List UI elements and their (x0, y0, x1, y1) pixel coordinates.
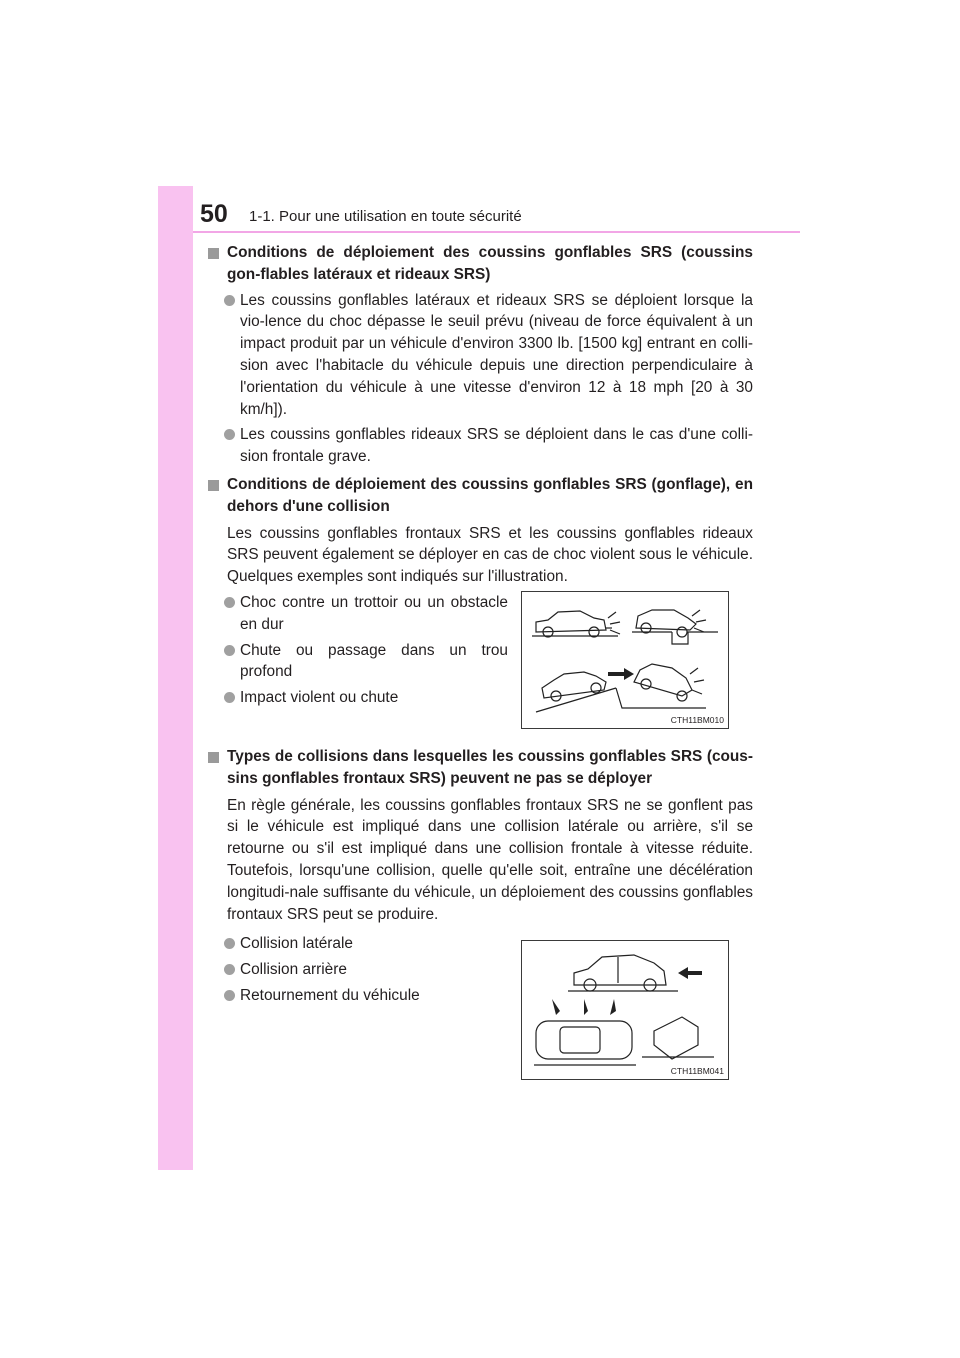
header-rule (193, 231, 800, 233)
list-item-text: Collision latérale (240, 935, 353, 953)
bullet-list (208, 933, 508, 1006)
list-item (208, 933, 508, 955)
round-bullet-icon (224, 645, 235, 656)
section-heading (208, 474, 753, 518)
list-item (208, 959, 508, 981)
round-bullet-icon (224, 692, 235, 703)
list-item-text: Retournement du véhicule (240, 986, 420, 1004)
section-deployment-without-collision (208, 474, 753, 740)
figure-row (208, 592, 753, 740)
heading-text: Types de collisions dans lesquelles les coussins gonflables SRS (cous-sins gonflables frontaux SRS) peuvent ne pas se déployer (227, 747, 753, 787)
section-paragraph: Les coussins gonflables frontaux SRS et les coussins gonflables rideaux SRS peuvent également se déployer en cas de choc violent sous le véhicule. Quelques exemples sont indiqués sur l'illustration. (227, 524, 753, 586)
bullet-list (208, 592, 508, 709)
figure-code: CTH11BM010 (670, 714, 724, 725)
square-bullet-icon (208, 248, 219, 259)
square-bullet-icon (208, 480, 219, 491)
list-item (208, 592, 508, 636)
round-bullet-icon (224, 938, 235, 949)
illustration-collision-types (521, 940, 729, 1080)
list-item-text: Les coussins gonflables latéraux et rideaux SRS se déploient lorsque la vio-lence du choc dépasse le seuil prévu (niveau de force équivalent à un impact produit par un véhicule d'environ 3300 lb. [1500 kg] entrant en colli-sion avec l'habitacle du véhicule depuis une direction perpendiculaire à l'orientation du véhicule à une vitesse d'environ 12 à 18 mph [20 à 30 km/h]). (240, 291, 753, 418)
list-item (208, 687, 508, 709)
list-item-text: Collision arrière (240, 961, 347, 979)
square-bullet-icon (208, 752, 219, 763)
running-title: 1-1. Pour une utilisation en toute sécurité (249, 208, 522, 225)
section-side-curtain-deployment (208, 242, 753, 468)
page-number: 50 (200, 200, 228, 228)
illustration-curb-impact (521, 591, 729, 729)
section-non-deployment-collision-types (208, 746, 753, 1083)
chapter-side-band (158, 186, 193, 1170)
section-paragraph: En règle générale, les coussins gonflables frontaux SRS ne se gonflent pas si le véhicule est impliqué dans une collision latérale ou arrière, s'il se retourne ou s'il est impliqué dans une collision frontale à vitesse réduite. Toutefois, lorsqu'une collision, quelle qu'elle soit, entraîne une décélération longitudi-nale suffisante du véhicule, un déploiement des coussins gonflables frontaux SRS peut se produire. (227, 796, 753, 923)
list-item (208, 640, 508, 684)
round-bullet-icon (224, 597, 235, 608)
round-bullet-icon (224, 429, 235, 440)
round-bullet-icon (224, 295, 235, 306)
figure-code: CTH11BM041 (670, 1066, 724, 1077)
car-impact-illustration (522, 592, 728, 728)
list-item (208, 424, 753, 468)
list-item-text: Les coussins gonflables rideaux SRS se déploient dans le cas d'une colli-sion frontale grave. (240, 426, 753, 466)
list-item (208, 290, 753, 421)
list-item-text: Impact violent ou chute (240, 689, 399, 707)
section-heading (208, 746, 753, 790)
round-bullet-icon (224, 964, 235, 975)
figure-row (208, 933, 753, 1083)
round-bullet-icon (224, 990, 235, 1001)
list-item (208, 985, 508, 1007)
heading-text: Conditions de déploiement des coussins gonflables SRS (gonflage), en dehors d'une collision (227, 475, 753, 515)
heading-text: Conditions de déploiement des coussins gonflables SRS (coussins gon-flables latéraux et rideaux SRS) (227, 244, 753, 283)
section-heading (208, 242, 753, 286)
collision-types-illustration (522, 941, 728, 1079)
list-item-text: Chute ou passage dans un trou profond (240, 641, 508, 681)
list-item-text: Choc contre un trottoir ou un obstacle en dur (240, 593, 508, 633)
page-content (208, 242, 753, 1089)
